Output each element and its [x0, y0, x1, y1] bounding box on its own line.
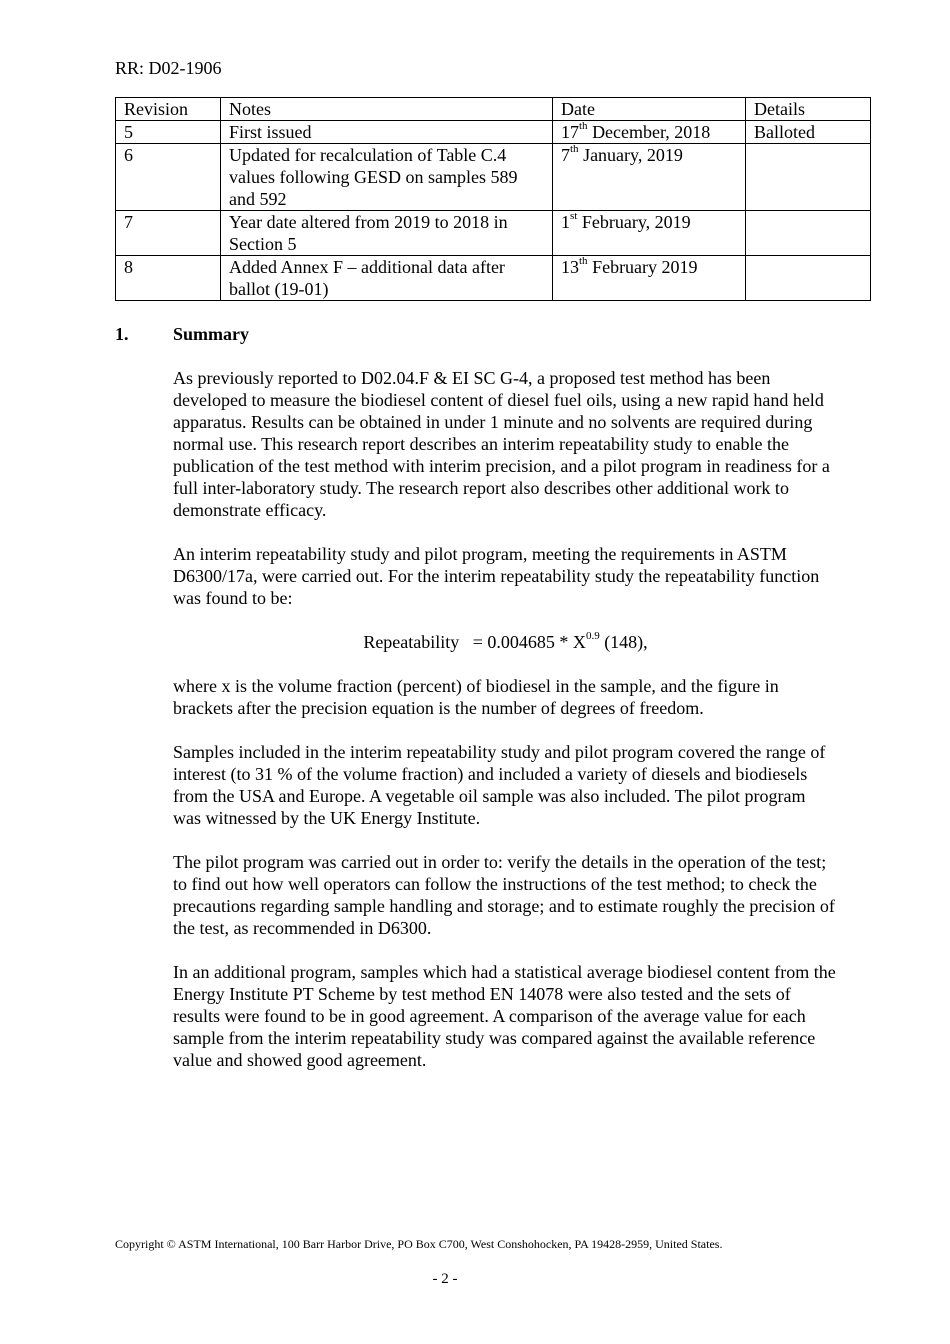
summary-paragraph-4: Samples included in the interim repeatability study and pilot program covered the range of interest (to 31 % of the volume fraction) and included a variety of diesels and biodiesels from the USA and Europe. A vegetable oil sample was also included. The pilot program was witnessed by the UK Energy Institute. — [173, 742, 826, 828]
equation-dof: (148), — [599, 632, 648, 652]
equation-label: Repeatability — [363, 632, 460, 652]
section-title: Summary — [173, 324, 249, 344]
column-header-details: Details — [746, 98, 871, 121]
repeatability-equation — [173, 631, 838, 653]
cell-notes: First issued — [221, 121, 553, 144]
cell-revision: 7 — [116, 211, 221, 256]
revision-table — [115, 97, 871, 301]
cell-notes: Updated for recalculation of Table C.4 values following GESD on samples 589 and 592 — [221, 144, 553, 211]
summary-paragraph-5: The pilot program was carried out in order to: verify the details in the operation of the test; to find out how well operators can follow the instructions of the test method; to check the precautions regarding sample handling and storage; and to estimate roughly the precision of the test, as recommended in D6300. — [173, 852, 835, 938]
cell-date: 13th February 2019 — [553, 256, 746, 301]
table-row — [116, 256, 871, 301]
cell-notes: Year date altered from 2019 to 2018 in Section 5 — [221, 211, 553, 256]
cell-date: 17th December, 2018 — [553, 121, 746, 144]
cell-details — [746, 144, 871, 211]
table-row — [116, 211, 871, 256]
column-header-revision: Revision — [116, 98, 221, 121]
cell-revision: 5 — [116, 121, 221, 144]
table-row — [116, 121, 871, 144]
report-reference: RR: D02-1906 — [115, 58, 222, 78]
summary-paragraph-1: As previously reported to D02.04.F & EI SC G-4, a proposed test method has been developed to measure the biodiesel content of diesel fuel oils, using a new rapid hand held apparatus. Results can be obtained in under 1 minute and no solvents are required during normal use. This research report describes an interim repeatability study to enable the publication of the test method with interim precision, and a pilot program in readiness for a full inter-laboratory study. The research report also describes other additional work to demonstrate efficacy. — [173, 368, 830, 520]
cell-details — [746, 211, 871, 256]
cell-details: Balloted — [746, 121, 871, 144]
page-number: - 2 - — [432, 1271, 458, 1287]
section-number: 1. — [115, 324, 129, 344]
cell-date: 7th January, 2019 — [553, 144, 746, 211]
cell-date: 1st February, 2019 — [553, 211, 746, 256]
equation-expression: = 0.004685 * X — [472, 632, 586, 652]
section-heading — [115, 323, 249, 345]
summary-paragraph-6: In an additional program, samples which had a statistical average biodiesel content from the Energy Institute PT Scheme by test method EN 14078 were also tested and the sets of results were found to be in good agreement. A comparison of the average value for each sample from the interim repeatability study was compared against the available reference value and showed good agreement. — [173, 962, 836, 1070]
summary-paragraph-3: where x is the volume fraction (percent) of biodiesel in the sample, and the figure in brackets after the precision equation is the number of degrees of freedom. — [173, 676, 779, 718]
column-header-date: Date — [553, 98, 746, 121]
table-header-row — [116, 98, 871, 121]
equation-exponent: 0.9 — [585, 630, 600, 642]
summary-paragraph-2: An interim repeatability study and pilot program, meeting the requirements in ASTM D6300/17a, were carried out. For the interim repeatability study the repeatability function was found to be: — [173, 544, 820, 608]
table-row — [116, 144, 871, 211]
cell-revision: 6 — [116, 144, 221, 211]
cell-revision: 8 — [116, 256, 221, 301]
column-header-notes: Notes — [221, 98, 553, 121]
cell-details — [746, 256, 871, 301]
cell-notes: Added Annex F – additional data after ballot (19-01) — [221, 256, 553, 301]
copyright-notice: Copyright © ASTM International, 100 Barr Harbor Drive, PO Box C700, West Conshohocken, PA 19428-2959, United States. — [115, 1237, 723, 1251]
